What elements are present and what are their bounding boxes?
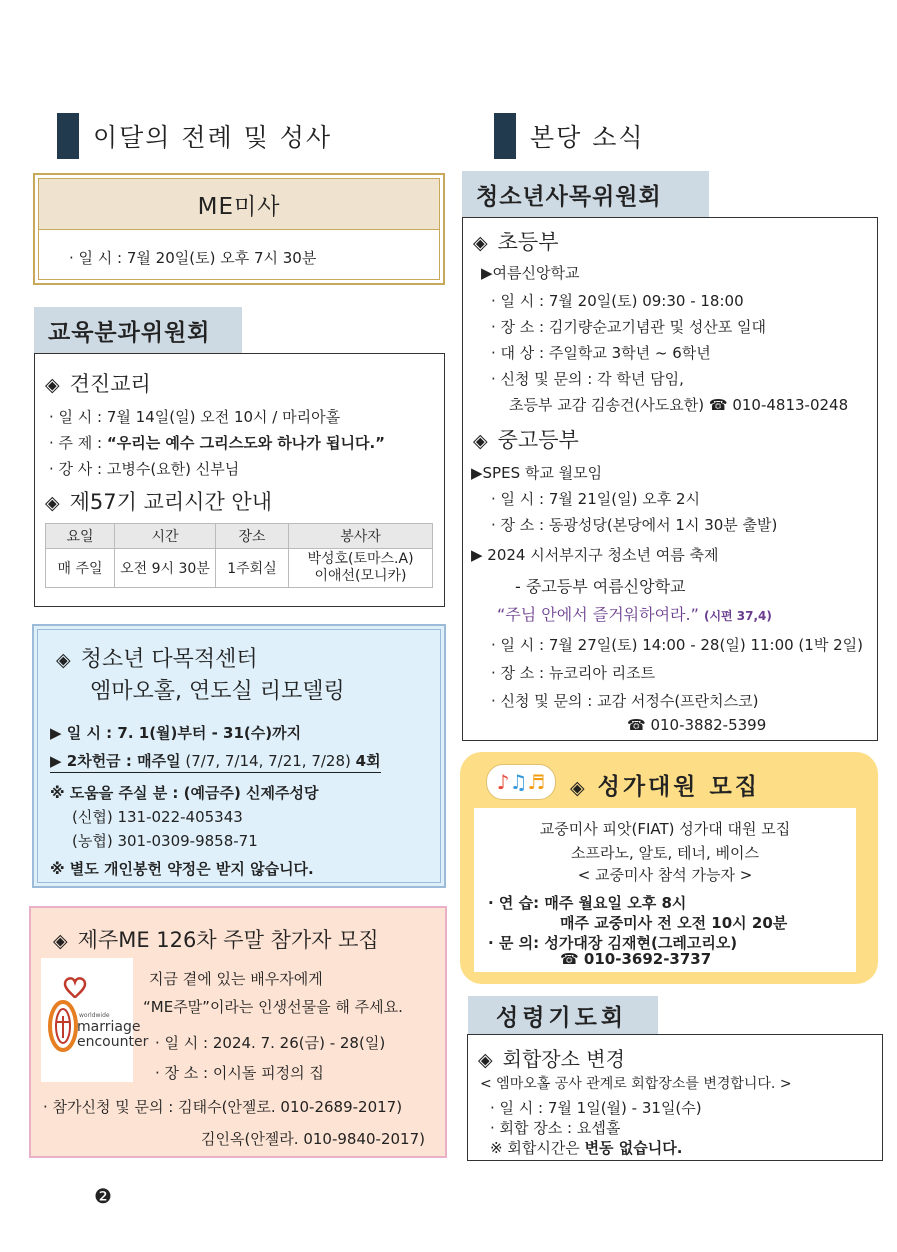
prayer-notice: < 엠마오홀 공사 관계로 회합장소를 변경합니다. > [480,1076,792,1092]
theme-label: · 주 제 : [49,434,107,452]
choir-line-2: 소프라노, 알토, 테너, 베이스 [571,844,759,862]
diamond-icon: ◈ [478,1049,493,1071]
me-mass-title: ME미사 [197,193,281,220]
youth-ministry-tab [462,171,709,217]
choir-practice-2: 매주 교중미사 전 오전 10시 20분 [560,914,788,932]
pledge-note: ※ 별도 개인봉헌 약정은 받지 않습니다. [50,860,314,878]
prayer-box [467,1034,883,1161]
choir-phone: ☎ 010-3692-3737 [560,950,712,968]
donation-account-2: (농협) 301-0309-9858-71 [72,832,258,850]
table-header-cell: 시간 [115,524,216,549]
festival-title: ▶ 2024 시서부지구 청소년 여름 축제 [471,546,719,564]
right-section-header [494,113,645,159]
choir-line-1: 교중미사 피앗(FIAT) 성가대 대원 모집 [539,820,791,838]
me-mass-box [33,173,445,285]
table-cell [289,549,433,588]
me-recruit-place: · 장 소 : 이시돌 피정의 집 [155,1064,324,1082]
offering-label: 2차헌금 : 매주일 [66,752,181,770]
confirmation-theme [49,432,385,453]
summer-school-title: ▶여름신앙학교 [481,264,580,282]
prayer-title: 회합장소 변경 [502,1047,625,1071]
middle-high-heading [473,424,579,454]
prayer-place: · 회합 장소 : 요셉홀 [490,1119,621,1137]
table-row [46,549,433,588]
diamond-icon: ◈ [473,430,488,452]
prayer-tab-label: 성령기도회 [496,1004,628,1031]
prayer-heading [478,1043,625,1072]
edu-tab-label: 교육분과위원회 [48,319,211,346]
me-recruit-heading [53,924,379,954]
me-recruit-box [29,906,447,1158]
table-header-cell: 장소 [216,524,289,549]
confirmation-title: 견진교리 [69,372,151,396]
left-section-title: 이달의 전례 및 성사 [93,123,333,152]
choir-inner [474,808,856,972]
choir-line-3: < 교중미사 참석 가능자 > [577,866,753,884]
confirmation-lecturer: · 강 사 : 고병수(요한) 신부님 [49,460,240,478]
section-bar [494,113,516,159]
confirmation-date: · 일 시 : 7월 14일(일) 오전 10시 / 마리아홀 [49,408,341,426]
class-schedule-table [45,523,433,588]
diamond-icon: ◈ [53,930,68,952]
logo-line: encounter [77,1034,149,1050]
diamond-icon: ◈ [570,777,588,799]
youth-center-period: ▶ 일 시 : 7. 1(월)부터 - 31(수)까지 [50,724,302,742]
choir-heading [570,768,760,801]
prayer-date: · 일 시 : 7월 1일(월) - 31일(수) [490,1099,702,1117]
youth-center-heading [56,642,258,673]
music-notes-icon: ♪ ♫ ♬ [486,764,556,800]
quote-ref: (시편 37,4) [703,609,772,623]
me-recruit-contact-1: · 참가신청 및 문의 : 김태수(안젤로. 010-2689-2017) [43,1098,403,1116]
page-number: ❷ [94,1184,112,1208]
elementary-date: · 일 시 : 7월 20일(토) 09:30 - 18:00 [491,292,744,310]
logo-line: marriage [77,1019,141,1035]
offering-arrow: ▶ [50,752,67,770]
me-mass-date: · 일 시 : 7월 20일(토) 오후 7시 30분 [69,249,317,267]
logo-small-text: worldwide [79,1012,110,1019]
elementary-contact: · 신청 및 문의 : 각 학년 담임, [491,370,684,388]
section-bar [57,113,79,159]
festival-subtitle: - 중고등부 여름신앙학교 [515,577,686,596]
prayer-tab [468,996,658,1034]
theme-value: “우리는 예수 그리스도와 하나가 됩니다.” [106,434,386,452]
offering-count: 4회 [355,752,381,770]
edu-box [34,353,445,607]
youth-ministry-tab-label: 청소년사목위원회 [476,183,662,210]
table-header-row [46,524,433,549]
quote-text: “주님 안에서 즐거워하여라.” [497,605,699,624]
youth-center-offering [50,750,381,773]
festival-date: · 일 시 : 7월 27일(토) 14:00 - 28(일) 11:00 (1박 2일) [491,636,863,654]
right-section-title: 본당 소식 [530,123,645,152]
youth-center-subtitle: 엠마오홀, 연도실 리모델링 [90,679,345,704]
table-header-cell: 봉사자 [289,524,433,549]
elementary-target: · 대 상 : 주일학교 3학년 ~ 6학년 [491,344,711,362]
me-recruit-title: 제주ME 126차 주말 참가자 모집 [77,928,379,952]
youth-center-box [32,624,446,888]
me-recruit-line-2: “ME주말”이라는 인생선물을 해 주세요. [143,998,403,1016]
choir-box [460,752,878,984]
class-schedule-heading [45,486,272,516]
table-header-cell: 요일 [46,524,115,549]
choir-contact: · 문 의: 성가대장 김재현(그레고리오) [488,934,738,952]
me-recruit-line-1: 지금 곁에 있는 배우자에게 [149,970,323,988]
marriage-encounter-logo [41,958,149,1082]
festival-phone: ☎ 010-3882-5399 [627,716,767,734]
youth-center-title: 청소년 다목적센터 [80,647,258,672]
table-cell: 1주회실 [216,549,289,588]
festival-contact: · 신청 및 문의 : 교감 서정수(프란치스코) [491,692,759,710]
donation-note: ※ 도움을 주실 분 : (예금주) 신제주성당 [50,784,319,802]
time-note-value: 변동 없습니다. [584,1139,683,1157]
choir-title: 성가대원 모집 [597,774,760,800]
diamond-icon: ◈ [473,232,488,254]
me-mass-header [39,179,439,230]
spes-date: · 일 시 : 7월 21일(일) 오후 2시 [491,490,700,508]
prayer-time-note [490,1137,682,1158]
youth-ministry-box [462,217,878,741]
choir-practice: · 연 습: 매주 월요일 오후 8시 [488,894,687,912]
festival-place: · 장 소 : 뉴코리아 리조트 [491,664,656,682]
me-recruit-contact-2: 김인옥(안젤라. 010-9840-2017) [201,1130,425,1148]
festival-quote [497,602,772,625]
class-schedule-title: 제57기 교리시간 안내 [69,490,272,514]
table-cell: 매 주일 [46,549,115,588]
spes-title: ▶SPES 학교 월모임 [471,464,603,482]
elementary-contact-detail: 초등부 교감 김송건(사도요한) ☎ 010-4813-0248 [509,396,849,414]
donation-account-1: (신협) 131-022-405343 [72,808,243,826]
spes-place: · 장 소 : 동광성당(본당에서 1시 30분 출발) [491,516,778,534]
left-section-header [57,113,332,159]
volunteer-name: 박성호(토마스.A) [307,551,414,567]
diamond-icon: ◈ [45,492,60,514]
confirmation-heading [45,368,151,398]
offering-dates: (7/7, 7/14, 7/21, 7/28) [180,752,356,770]
middle-high-title: 중고등부 [497,428,579,452]
diamond-icon: ◈ [56,649,71,671]
elementary-title: 초등부 [497,230,559,254]
volunteer-name: 이애선(모니카) [314,568,407,584]
edu-tab [34,307,242,353]
logo-text [77,1020,148,1050]
me-recruit-date: · 일 시 : 2024. 7. 26(금) - 28(일) [155,1034,386,1052]
table-cell: 오전 9시 30분 [115,549,216,588]
time-note-label: ※ 회합시간은 [490,1139,585,1157]
elementary-place: · 장 소 : 김기량순교기념관 및 성산포 일대 [491,318,767,336]
diamond-icon: ◈ [45,374,60,396]
elementary-heading [473,226,558,256]
